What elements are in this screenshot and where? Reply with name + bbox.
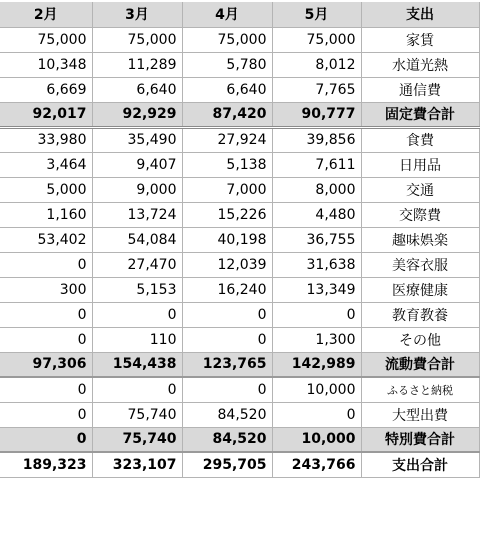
amount-cell[interactable]: 10,000: [272, 377, 361, 402]
amount-cell[interactable]: 0: [0, 377, 92, 402]
amount-cell[interactable]: 4,480: [272, 202, 361, 227]
table-row: [0, 27, 479, 52]
amount-cell[interactable]: 5,780: [182, 52, 272, 77]
table-row: [0, 402, 479, 427]
amount-cell[interactable]: 27,470: [92, 252, 182, 277]
category-label-cell[interactable]: 家賃: [361, 27, 479, 52]
amount-cell[interactable]: 27,924: [182, 127, 272, 152]
amount-cell[interactable]: 5,153: [92, 277, 182, 302]
table-row: [0, 302, 479, 327]
amount-cell[interactable]: 189,323: [0, 452, 92, 477]
amount-cell[interactable]: 8,000: [272, 177, 361, 202]
amount-cell[interactable]: 54,084: [92, 227, 182, 252]
header-cell-category[interactable]: 支出: [361, 2, 479, 27]
amount-cell[interactable]: 11,289: [92, 52, 182, 77]
amount-cell[interactable]: 300: [0, 277, 92, 302]
amount-cell[interactable]: 15,226: [182, 202, 272, 227]
amount-cell[interactable]: 323,107: [92, 452, 182, 477]
amount-cell[interactable]: 12,039: [182, 252, 272, 277]
category-label-cell[interactable]: その他: [361, 327, 479, 352]
amount-cell[interactable]: 87,420: [182, 102, 272, 127]
amount-cell[interactable]: 0: [272, 302, 361, 327]
subtotal-row: [0, 352, 479, 377]
category-label-cell[interactable]: 趣味娯楽: [361, 227, 479, 252]
amount-cell[interactable]: 9,407: [92, 152, 182, 177]
amount-cell[interactable]: 97,306: [0, 352, 92, 377]
amount-cell[interactable]: 16,240: [182, 277, 272, 302]
amount-cell[interactable]: 75,000: [0, 27, 92, 52]
category-label-cell[interactable]: 水道光熱: [361, 52, 479, 77]
amount-cell[interactable]: 36,755: [272, 227, 361, 252]
amount-cell[interactable]: 90,777: [272, 102, 361, 127]
category-label-cell[interactable]: 教育教養: [361, 302, 479, 327]
table-row: [0, 252, 479, 277]
amount-cell[interactable]: 10,348: [0, 52, 92, 77]
amount-cell[interactable]: 110: [92, 327, 182, 352]
amount-cell[interactable]: 6,640: [182, 77, 272, 102]
table-row: [0, 327, 479, 352]
amount-cell[interactable]: 0: [0, 302, 92, 327]
category-label-cell[interactable]: ふるさと納税: [361, 377, 479, 402]
amount-cell[interactable]: 5,000: [0, 177, 92, 202]
amount-cell[interactable]: 5,138: [182, 152, 272, 177]
amount-cell[interactable]: 243,766: [272, 452, 361, 477]
amount-cell[interactable]: 6,669: [0, 77, 92, 102]
amount-cell[interactable]: 0: [92, 302, 182, 327]
table-row: [0, 277, 479, 302]
amount-cell[interactable]: 33,980: [0, 127, 92, 152]
category-label-cell[interactable]: 日用品: [361, 152, 479, 177]
category-label-cell[interactable]: 大型出費: [361, 402, 479, 427]
header-cell-feb[interactable]: 2月: [0, 2, 92, 27]
header-cell-apr[interactable]: 4月: [182, 2, 272, 27]
amount-cell[interactable]: 0: [0, 427, 92, 452]
amount-cell[interactable]: 154,438: [92, 352, 182, 377]
subtotal-row: [0, 102, 479, 127]
amount-cell[interactable]: 31,638: [272, 252, 361, 277]
amount-cell[interactable]: 0: [0, 402, 92, 427]
amount-cell[interactable]: 7,765: [272, 77, 361, 102]
amount-cell[interactable]: 9,000: [92, 177, 182, 202]
amount-cell[interactable]: 1,160: [0, 202, 92, 227]
amount-cell[interactable]: 0: [182, 327, 272, 352]
category-label-cell[interactable]: 流動費合計: [361, 352, 479, 377]
amount-cell[interactable]: 92,929: [92, 102, 182, 127]
category-label-cell[interactable]: 交通: [361, 177, 479, 202]
amount-cell[interactable]: 0: [182, 377, 272, 402]
amount-cell[interactable]: 84,520: [182, 427, 272, 452]
expense-table: [0, 2, 480, 478]
amount-cell[interactable]: 40,198: [182, 227, 272, 252]
amount-cell[interactable]: 7,000: [182, 177, 272, 202]
header-row: [0, 2, 479, 27]
amount-cell[interactable]: 142,989: [272, 352, 361, 377]
amount-cell[interactable]: 75,000: [182, 27, 272, 52]
amount-cell[interactable]: 3,464: [0, 152, 92, 177]
table-row: [0, 177, 479, 202]
table-body: [0, 27, 479, 477]
amount-cell[interactable]: 1,300: [272, 327, 361, 352]
header-cell-mar[interactable]: 3月: [92, 2, 182, 27]
table-row: [0, 202, 479, 227]
amount-cell[interactable]: 295,705: [182, 452, 272, 477]
category-label-cell[interactable]: 食費: [361, 127, 479, 152]
category-label-cell[interactable]: 通信費: [361, 77, 479, 102]
amount-cell[interactable]: 13,349: [272, 277, 361, 302]
table-row: [0, 152, 479, 177]
category-label-cell[interactable]: 医療健康: [361, 277, 479, 302]
table-row: [0, 52, 479, 77]
category-label-cell[interactable]: 固定費合計: [361, 102, 479, 127]
amount-cell[interactable]: 0: [0, 327, 92, 352]
amount-cell[interactable]: 10,000: [272, 427, 361, 452]
table-row: [0, 377, 479, 402]
amount-cell[interactable]: 0: [0, 252, 92, 277]
amount-cell[interactable]: 7,611: [272, 152, 361, 177]
category-label-cell[interactable]: 特別費合計: [361, 427, 479, 452]
amount-cell[interactable]: 8,012: [272, 52, 361, 77]
amount-cell[interactable]: 39,856: [272, 127, 361, 152]
amount-cell[interactable]: 13,724: [92, 202, 182, 227]
amount-cell[interactable]: 53,402: [0, 227, 92, 252]
table-row: [0, 127, 479, 152]
amount-cell[interactable]: 0: [272, 402, 361, 427]
amount-cell[interactable]: 75,000: [92, 27, 182, 52]
category-label-cell[interactable]: 支出合計: [361, 452, 479, 477]
amount-cell[interactable]: 123,765: [182, 352, 272, 377]
amount-cell[interactable]: 6,640: [92, 77, 182, 102]
header-cell-may[interactable]: 5月: [272, 2, 361, 27]
amount-cell[interactable]: 75,740: [92, 427, 182, 452]
category-label-cell[interactable]: 美容衣服: [361, 252, 479, 277]
amount-cell[interactable]: 92,017: [0, 102, 92, 127]
amount-cell[interactable]: 0: [92, 377, 182, 402]
table-row: [0, 77, 479, 102]
category-label-cell[interactable]: 交際費: [361, 202, 479, 227]
amount-cell[interactable]: 75,000: [272, 27, 361, 52]
amount-cell[interactable]: 35,490: [92, 127, 182, 152]
subtotal-row: [0, 427, 479, 452]
amount-cell[interactable]: 84,520: [182, 402, 272, 427]
total-row: [0, 452, 479, 477]
table-row: [0, 227, 479, 252]
amount-cell[interactable]: 0: [182, 302, 272, 327]
amount-cell[interactable]: 75,740: [92, 402, 182, 427]
